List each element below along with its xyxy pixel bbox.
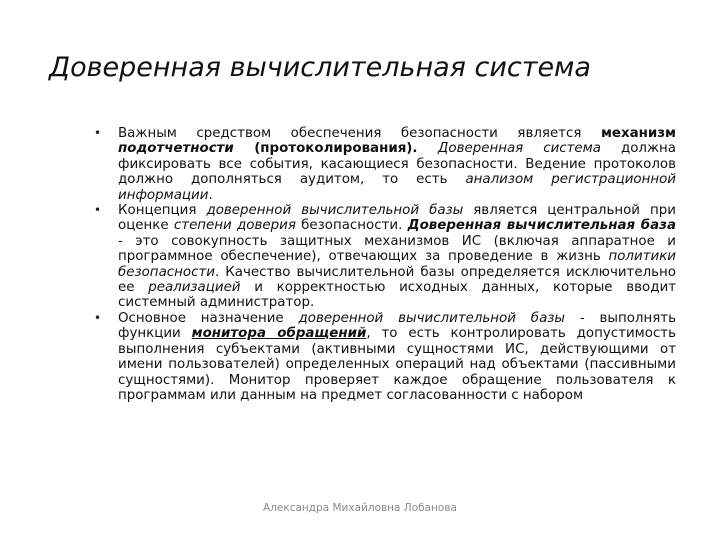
bullet-text: [118, 126, 676, 203]
bullet-marker: •: [94, 310, 102, 325]
text-segment: безопасности.: [295, 218, 408, 234]
text-segment: доверенной вычислительной базы: [206, 203, 464, 219]
text-segment: механизм: [600, 126, 676, 141]
text-segment: анализом регистрационной информации: [118, 172, 676, 203]
text-segment: доверенной вычислительной базы: [298, 310, 565, 326]
bullet-marker: •: [94, 126, 102, 140]
bullet-item: [94, 126, 677, 203]
text-segment: . Качество вычислительной базы определяется исключительно ее: [118, 264, 676, 296]
text-segment: Важным средством обеспечения безопасности является: [118, 126, 601, 141]
text-segment: .: [208, 187, 213, 203]
text-segment: Доверенная система: [437, 141, 601, 157]
text-segment: Доверенная вычислительная база: [407, 218, 676, 234]
bullet-item: [94, 203, 677, 311]
bullet-text: [118, 311, 676, 403]
bullet-list: [94, 126, 677, 403]
bullet-text: [118, 203, 676, 310]
text-segment: степени доверия: [173, 218, 296, 234]
slide-title: Доверенная вычислительная система: [49, 52, 591, 83]
text-segment: политики безопасности: [118, 249, 676, 280]
text-segment: - выполнять функции: [118, 310, 676, 342]
text-segment: Концепция: [118, 203, 207, 219]
bullet-item: [94, 310, 676, 403]
bullet-marker: •: [94, 203, 102, 218]
text-segment: подотчетности: [118, 141, 234, 157]
text-segment: , то есть контролировать допустимость выполнения субъектами (активными сущностями ИС, действующими от имени пользователей) определенных операций над объектами (пассивными сущностями). Монитор проверяет каждое обращение пользователя к программам или данным на предмет согласованности с набором: [118, 326, 676, 403]
text-segment: и корректностью исходных данных, которые вводит системный администратор.: [118, 280, 677, 311]
footer-author: Александра Михайловна Лобанова: [263, 502, 457, 514]
text-segment: должна фиксировать все события, касающиеся безопасности. Ведение протоколов должно дополняться аудитом, то есть: [118, 141, 677, 188]
text-segment: - это совокупность защитных механизмов ИС (включая аппаратное и программное обеспечение), отвечающих за проведение в жизнь: [118, 233, 676, 265]
text-segment: (протоколирования).: [233, 141, 438, 157]
text-segment: является центральной при оценке: [118, 203, 676, 234]
text-segment: монитора обращений: [191, 326, 367, 342]
text-segment: реализацией: [148, 280, 241, 296]
text-segment: Основное назначение: [118, 310, 299, 326]
